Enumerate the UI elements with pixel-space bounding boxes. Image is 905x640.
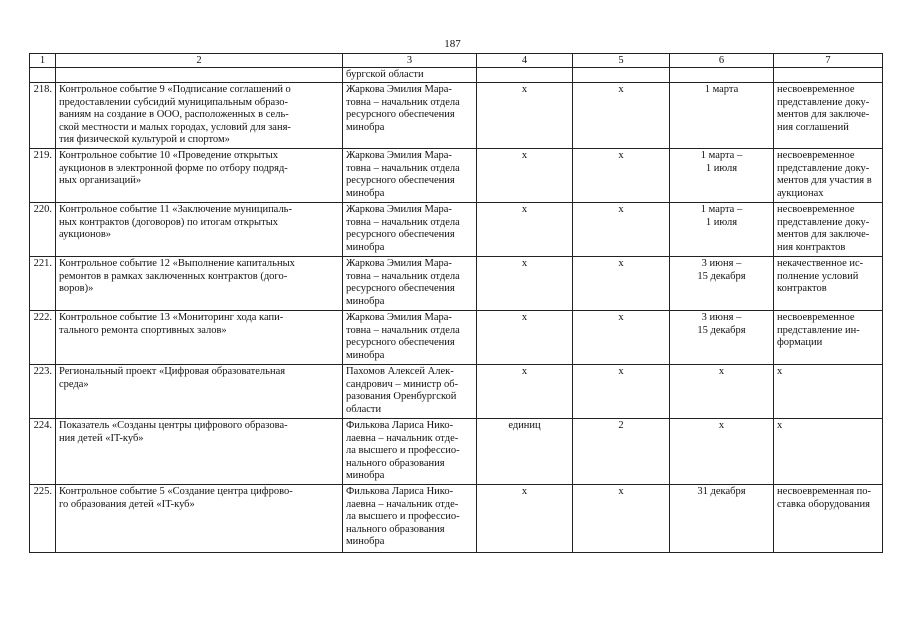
responsible-cell-line: минобра bbox=[346, 121, 385, 133]
responsible-cell-line: области bbox=[346, 403, 382, 415]
responsible-cell-line: минобра bbox=[346, 241, 385, 253]
risk-cell-line: ментов для заключе- bbox=[777, 109, 870, 120]
table-row bbox=[30, 365, 883, 419]
responsible-cell-line: минобра bbox=[346, 295, 385, 307]
responsible-cell-line: лаевна – начальник отде- bbox=[346, 432, 459, 444]
event-name-cell-line: ской местности и малых городах, условий для заня- bbox=[59, 121, 291, 133]
event-name-cell bbox=[56, 485, 343, 553]
responsible-cell-line: нального образования bbox=[346, 457, 445, 469]
unit-cell: единиц bbox=[477, 419, 573, 485]
unit-cell: х bbox=[477, 149, 573, 203]
risk-cell-line: х bbox=[777, 366, 783, 377]
risk-cell-line: х bbox=[777, 420, 783, 431]
responsible-cell-line: ла высшего и профессио- bbox=[346, 511, 460, 522]
event-name-cell-line: го образования детей «IT-куб» bbox=[59, 498, 195, 510]
event-name-cell bbox=[56, 419, 343, 485]
risk-cell-line: представление ин- bbox=[777, 324, 860, 336]
document-table bbox=[29, 53, 883, 553]
event-name-cell-line: Контрольное событие 11 «Заключение муниципаль- bbox=[59, 204, 292, 215]
value-cell: х bbox=[573, 203, 670, 257]
deadline-cell-line: 1 марта – bbox=[700, 150, 743, 161]
responsible-cell bbox=[343, 203, 477, 257]
responsible-cell bbox=[343, 257, 477, 311]
responsible-cell-line: нального образования bbox=[346, 523, 445, 535]
column-header-2: 2 bbox=[56, 54, 343, 68]
event-name-cell-line: тия физической культурой и спортом» bbox=[59, 134, 230, 145]
unit-cell: х bbox=[477, 203, 573, 257]
responsible-cell-line: товна – начальник отдела bbox=[346, 270, 460, 282]
table-row bbox=[30, 257, 883, 311]
responsible-cell-line: товна – начальник отдела bbox=[346, 324, 460, 336]
risk-cell-line: ния соглашений bbox=[777, 121, 849, 133]
deadline-cell-line: 3 июня – bbox=[701, 312, 742, 323]
unit-cell: х bbox=[477, 257, 573, 311]
event-name-cell bbox=[56, 311, 343, 365]
row-number: 219. bbox=[30, 149, 56, 203]
responsible-cell-line: Филькова Лариса Нико- bbox=[346, 420, 454, 431]
deadline-cell-line: 31 декабря bbox=[697, 486, 746, 497]
column-header-1: 1 bbox=[30, 54, 56, 68]
risk-cell-line: ставка оборудования bbox=[777, 498, 870, 510]
responsible-cell bbox=[343, 68, 477, 83]
responsible-cell bbox=[343, 149, 477, 203]
responsible-cell-line: сандрович – министр об- bbox=[346, 378, 459, 390]
risk-cell-line: формации bbox=[777, 337, 823, 348]
table-row bbox=[30, 149, 883, 203]
event-name-cell-line: Контрольное событие 12 «Выполнение капитальных bbox=[59, 258, 295, 269]
responsible-cell-line: минобра bbox=[346, 349, 385, 361]
event-name-cell-line: Контрольное событие 9 «Подписание соглашений о bbox=[59, 84, 291, 95]
deadline-cell-line: 1 июля bbox=[705, 162, 738, 174]
deadline-cell bbox=[670, 203, 774, 257]
deadline-cell-line: 3 июня – bbox=[701, 258, 742, 269]
responsible-cell-line: товна – начальник отдела bbox=[346, 162, 460, 174]
responsible-cell-line: минобра bbox=[346, 187, 385, 199]
risk-cell bbox=[774, 68, 883, 83]
risk-cell-line: некачественное ис- bbox=[777, 258, 864, 269]
event-name-cell-line: аукционов в электронной форме по отбору подряд- bbox=[59, 162, 288, 174]
responsible-cell-line: Жаркова Эмилия Мара- bbox=[346, 258, 452, 269]
event-name-cell bbox=[56, 203, 343, 257]
deadline-cell bbox=[670, 83, 774, 149]
responsible-cell-line: лаевна – начальник отде- bbox=[346, 498, 459, 510]
value-cell: х bbox=[573, 365, 670, 419]
deadline-cell-line: 15 декабря bbox=[697, 324, 746, 336]
risk-cell-line: ментов для заключе- bbox=[777, 229, 870, 240]
column-header-5: 5 bbox=[573, 54, 670, 68]
event-name-cell-line: предоставлении субсидий муниципальным образо- bbox=[59, 96, 288, 108]
event-name-cell-line: ния детей «IT-куб» bbox=[59, 432, 144, 444]
table-row bbox=[30, 311, 883, 365]
row-number: 221. bbox=[30, 257, 56, 311]
unit-cell bbox=[477, 68, 573, 83]
value-cell: х bbox=[573, 149, 670, 203]
value-cell: х bbox=[573, 485, 670, 553]
responsible-cell-line: ресурсного обеспечения bbox=[346, 229, 455, 240]
responsible-cell-line: ресурсного обеспечения bbox=[346, 337, 455, 348]
risk-cell-line: ния контрактов bbox=[777, 241, 846, 253]
deadline-cell bbox=[670, 68, 774, 83]
responsible-cell-line: ла высшего и профессио- bbox=[346, 445, 460, 456]
deadline-cell-line: 1 июля bbox=[705, 216, 738, 228]
event-name-cell-line: аукционов» bbox=[59, 229, 112, 240]
deadline-cell bbox=[670, 149, 774, 203]
deadline-cell bbox=[670, 485, 774, 553]
risk-cell bbox=[774, 83, 883, 149]
risk-cell bbox=[774, 419, 883, 485]
responsible-cell-line: товна – начальник отдела bbox=[346, 216, 460, 228]
deadline-cell bbox=[670, 365, 774, 419]
page-number: 187 bbox=[444, 38, 461, 50]
column-number-row bbox=[30, 54, 883, 68]
deadline-cell-line: 15 декабря bbox=[697, 270, 746, 282]
table-row bbox=[30, 83, 883, 149]
value-cell: 2 bbox=[573, 419, 670, 485]
continuation-row bbox=[30, 68, 883, 83]
deadline-cell-line: 1 марта – bbox=[700, 204, 743, 215]
deadline-cell-line: 1 марта bbox=[704, 84, 739, 95]
deadline-cell bbox=[670, 311, 774, 365]
event-name-cell-line: ных организаций» bbox=[59, 175, 142, 186]
event-name-cell bbox=[56, 149, 343, 203]
risk-cell-line: несвоевременная по- bbox=[777, 486, 872, 497]
responsible-cell-line: ресурсного обеспечения bbox=[346, 109, 455, 120]
unit-cell: х bbox=[477, 485, 573, 553]
deadline-cell bbox=[670, 257, 774, 311]
responsible-cell-line: бургской области bbox=[346, 69, 424, 80]
responsible-cell bbox=[343, 311, 477, 365]
table-row bbox=[30, 485, 883, 553]
row-number: 223. bbox=[30, 365, 56, 419]
table-body bbox=[30, 68, 883, 553]
event-name-cell-line: Показатель «Созданы центры цифрового образова- bbox=[59, 420, 288, 431]
unit-cell: х bbox=[477, 365, 573, 419]
responsible-cell-line: Жаркова Эмилия Мара- bbox=[346, 312, 452, 323]
responsible-cell-line: разования Оренбургской bbox=[346, 391, 457, 402]
risk-cell bbox=[774, 311, 883, 365]
risk-cell-line: представление доку- bbox=[777, 96, 870, 108]
event-name-cell-line: тального ремонта спортивных залов» bbox=[59, 324, 227, 336]
risk-cell bbox=[774, 485, 883, 553]
column-header-3: 3 bbox=[343, 54, 477, 68]
row-number bbox=[30, 68, 56, 83]
event-name-cell-line: среда» bbox=[59, 378, 89, 390]
responsible-cell-line: товна – начальник отдела bbox=[346, 96, 460, 108]
responsible-cell-line: Жаркова Эмилия Мара- bbox=[346, 150, 452, 161]
row-number: 224. bbox=[30, 419, 56, 485]
risk-cell bbox=[774, 149, 883, 203]
risk-cell-line: ментов для участия в bbox=[777, 175, 872, 186]
risk-cell-line: несвоевременное bbox=[777, 84, 855, 95]
responsible-cell bbox=[343, 419, 477, 485]
event-name-cell-line: Региональный проект «Цифровая образовательная bbox=[59, 366, 286, 377]
value-cell: х bbox=[573, 311, 670, 365]
risk-cell-line: представление доку- bbox=[777, 216, 870, 228]
event-name-cell bbox=[56, 257, 343, 311]
responsible-cell-line: минобра bbox=[346, 470, 385, 481]
unit-cell: х bbox=[477, 83, 573, 149]
responsible-cell bbox=[343, 83, 477, 149]
responsible-cell-line: ресурсного обеспечения bbox=[346, 175, 455, 186]
responsible-cell-line: минобра bbox=[346, 536, 385, 547]
deadline-cell-line: х bbox=[718, 366, 725, 377]
event-name-cell bbox=[56, 365, 343, 419]
responsible-cell-line: ресурсного обеспечения bbox=[346, 283, 455, 294]
deadline-cell-line: х bbox=[718, 420, 725, 431]
risk-cell-line: представление доку- bbox=[777, 162, 870, 174]
column-header-7: 7 bbox=[774, 54, 883, 68]
responsible-cell-line: Жаркова Эмилия Мара- bbox=[346, 204, 452, 215]
event-name-cell bbox=[56, 68, 343, 83]
responsible-cell-line: Жаркова Эмилия Мара- bbox=[346, 84, 452, 95]
value-cell: х bbox=[573, 83, 670, 149]
value-cell bbox=[573, 68, 670, 83]
row-number: 222. bbox=[30, 311, 56, 365]
risk-cell-line: несвоевременное bbox=[777, 312, 855, 323]
risk-cell-line: несвоевременное bbox=[777, 150, 855, 161]
event-name-cell-line: ремонтов в рамках заключенных контрактов (дого- bbox=[59, 270, 288, 282]
event-name-cell-line: Контрольное событие 5 «Создание центра цифрово- bbox=[59, 486, 293, 497]
unit-cell: х bbox=[477, 311, 573, 365]
table-row bbox=[30, 419, 883, 485]
deadline-cell bbox=[670, 419, 774, 485]
value-cell: х bbox=[573, 257, 670, 311]
risk-cell bbox=[774, 257, 883, 311]
row-number: 218. bbox=[30, 83, 56, 149]
event-name-cell-line: Контрольное событие 10 «Проведение открытых bbox=[59, 150, 278, 161]
table-row bbox=[30, 203, 883, 257]
responsible-cell-line: Пахомов Алексей Алек- bbox=[346, 366, 454, 377]
column-header-4: 4 bbox=[477, 54, 573, 68]
row-number: 225. bbox=[30, 485, 56, 553]
event-name-cell-line: ваниям на создание в ООО, расположенных в сель- bbox=[59, 109, 289, 120]
risk-cell-line: несвоевременное bbox=[777, 204, 855, 215]
responsible-cell bbox=[343, 365, 477, 419]
risk-cell-line: аукционах bbox=[777, 187, 824, 199]
risk-cell-line: контрактов bbox=[777, 283, 827, 294]
responsible-cell bbox=[343, 485, 477, 553]
event-name-cell bbox=[56, 83, 343, 149]
responsible-cell-line: Филькова Лариса Нико- bbox=[346, 486, 454, 497]
event-name-cell-line: ных контрактов (договоров) по итогам открытых bbox=[59, 216, 279, 228]
row-number: 220. bbox=[30, 203, 56, 257]
event-name-cell-line: Контрольное событие 13 «Мониторинг хода капи- bbox=[59, 312, 284, 323]
risk-cell bbox=[774, 365, 883, 419]
event-name-cell-line: воров)» bbox=[59, 283, 94, 294]
risk-cell bbox=[774, 203, 883, 257]
column-header-6: 6 bbox=[670, 54, 774, 68]
risk-cell-line: полнение условий bbox=[777, 270, 859, 282]
